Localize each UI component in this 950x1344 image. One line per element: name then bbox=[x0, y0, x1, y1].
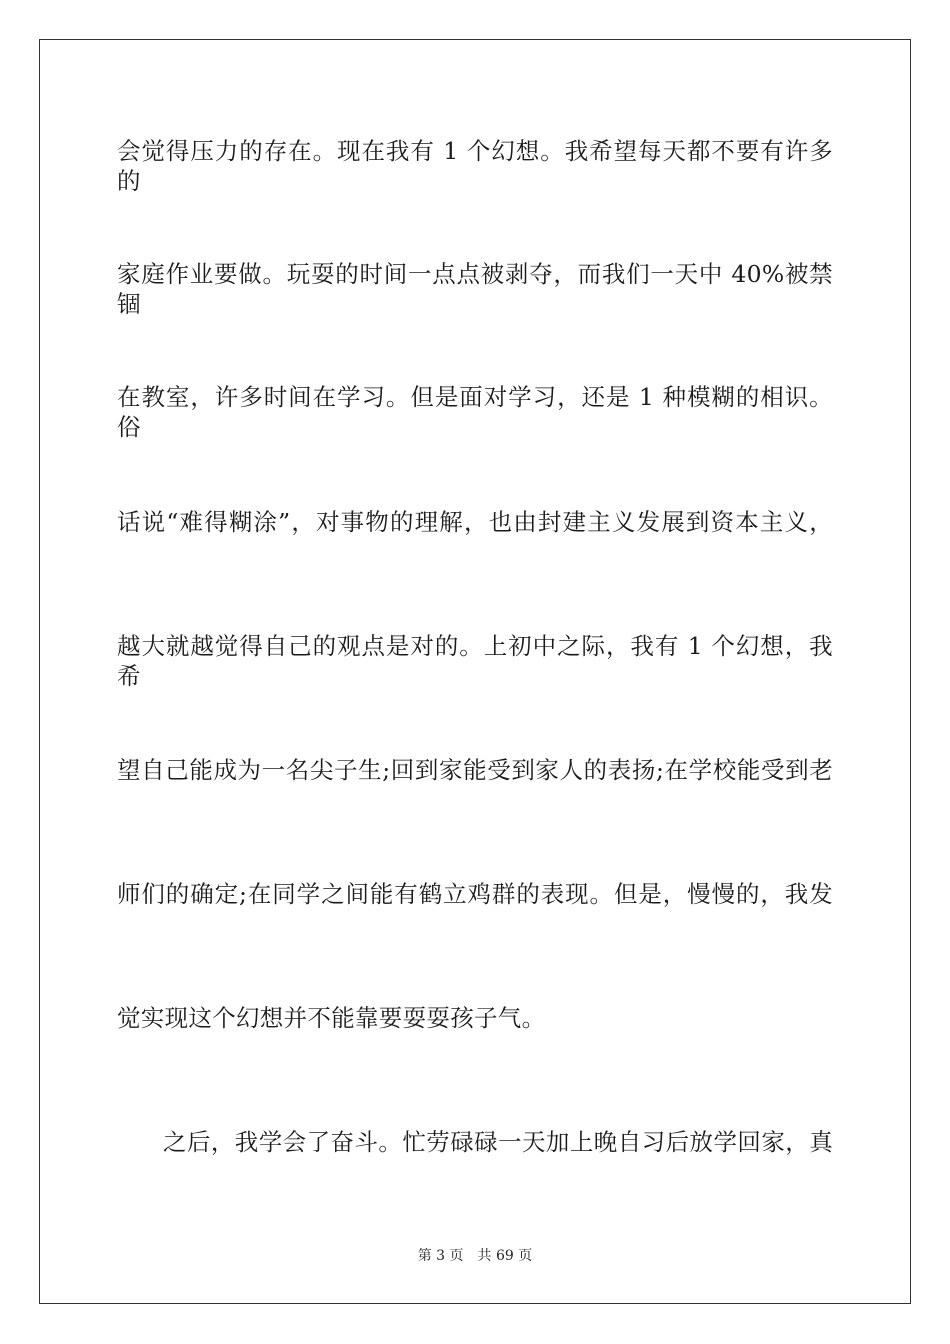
paragraph-line: 越大就越觉得自己的观点是对的。上初中之际，我有 1 个幻想，我希 bbox=[117, 632, 833, 690]
paragraph-line: 话说“难得糊涂”，对事物的理解，也由封建主义发展到资本主义， bbox=[117, 508, 833, 536]
paragraph-line: 之后，我学会了奋斗。忙劳碌碌一天加上晚自习后放学回家，真 bbox=[163, 1128, 833, 1156]
page-footer bbox=[0, 1247, 950, 1265]
paragraph-line: 望自己能成为一名尖子生;回到家能受到家人的表扬;在学校能受到老 bbox=[117, 756, 833, 784]
total-pages: 共 69 页 bbox=[477, 1248, 533, 1264]
paragraph-line: 家庭作业要做。玩耍的时间一点点被剥夺，而我们一天中 40%被禁锢 bbox=[117, 260, 833, 318]
paragraph-line: 觉实现这个幻想并不能靠要耍耍孩子气。 bbox=[117, 1004, 546, 1032]
paragraph-line: 在教室，许多时间在学习。但是面对学习，还是 1 种模糊的相识。俗 bbox=[117, 383, 833, 441]
paragraph-line: 师们的确定;在同学之间能有鹤立鸡群的表现。但是，慢慢的，我发 bbox=[117, 880, 833, 908]
page-number: 第 3 页 bbox=[417, 1248, 464, 1264]
paragraph-line: 会觉得压力的存在。现在我有 1 个幻想。我希望每天都不要有许多的 bbox=[117, 137, 833, 195]
